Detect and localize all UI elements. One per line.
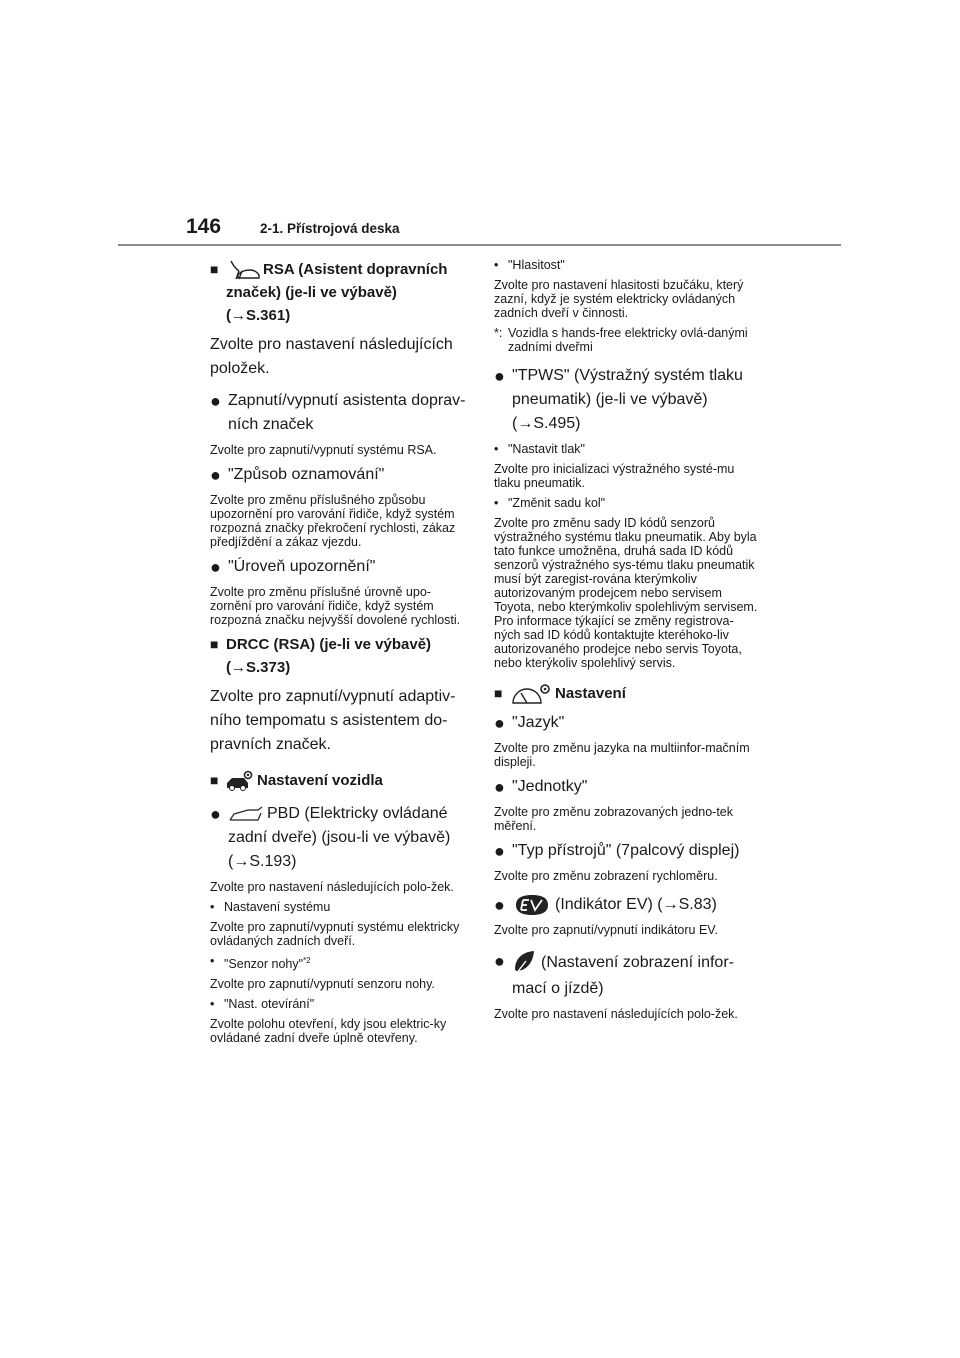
rsa-toggle-title: Zapnutí/vypnutí asistenta doprav-ních značek	[228, 392, 466, 434]
sub-bullet: •	[210, 954, 215, 969]
notification-method-item	[210, 463, 468, 487]
ev-indicator-icon	[512, 894, 552, 916]
bullet-dot: ●	[210, 391, 221, 412]
road-sign-assist-icon	[226, 259, 260, 281]
language-title: "Jazyk"	[512, 714, 565, 732]
footnote	[494, 326, 760, 354]
rsa-toggle-item	[210, 389, 468, 437]
volume-title: "Hlasitost"	[508, 258, 565, 272]
foot-sensor-subitem	[210, 954, 468, 971]
drcc-paragraph: Zvolte pro zapnutí/vypnutí adaptiv-ního tempomatu s asistentem do-pravních značek.	[210, 688, 456, 754]
square-bullet-icon: ■	[210, 636, 219, 653]
change-wheel-set-subitem	[494, 496, 760, 510]
notification-level-title: "Úroveň upozornění"	[228, 558, 376, 576]
set-pressure-desc: Zvolte pro inicializaci výstražného systé-mu tlaku pneumatik.	[494, 462, 735, 490]
notification-level-desc: Zvolte pro změnu příslušné úrovně upo-zornění pro varování řidiče, když systém rozpozná značku nejvyšší dovolené rychlosti.	[210, 585, 461, 628]
square-bullet-icon: ■	[210, 772, 219, 789]
rsa-toggle-desc: Zvolte pro zapnutí/vypnutí systému RSA.	[210, 443, 437, 458]
footnote-mark: *:	[494, 326, 503, 340]
ev-indicator-title: (Indikátor EV) (→S.83)	[555, 896, 717, 914]
settings-heading	[494, 682, 760, 705]
vehicle-settings-icon	[226, 770, 254, 792]
drive-info-desc: Zvolte pro nastavení následujících polo-žek.	[494, 1007, 738, 1022]
rsa-heading	[210, 258, 468, 327]
ev-indicator-desc: Zvolte pro zapnutí/vypnutí indikátoru EV.	[494, 923, 718, 938]
bullet-dot: ●	[210, 804, 221, 825]
pbd-title: PBD (Elektricky ovládané zadní dveře) (jsou-li ve výbavě) (→S.193)	[228, 805, 451, 871]
settings-title: Nastavení	[555, 685, 626, 702]
bullet-dot: ●	[494, 366, 505, 386]
tpws-title: "TPWS" (Výstražný systém tlaku pneumatik) (je-li ve výbavě) (→S.495)	[512, 367, 743, 432]
opening-setting-subitem	[210, 997, 468, 1011]
gauge-type-title: "Typ přístrojů" (7palcový displej)	[512, 842, 740, 860]
drive-info-title: (Nastavení zobrazení infor-mací o jízdě)	[512, 954, 734, 998]
bullet-dot: ●	[210, 465, 221, 486]
system-settings-subitem	[210, 900, 468, 914]
change-wheel-set-title: "Změnit sadu kol"	[508, 496, 606, 510]
ev-indicator-item	[494, 893, 760, 917]
opening-setting-desc: Zvolte polohu otevření, kdy jsou elektric-ky ovládané zadní dveře úplně otevřeny.	[210, 1017, 447, 1046]
sub-bullet: •	[210, 997, 215, 1012]
units-title: "Jednotky"	[512, 778, 588, 796]
sub-bullet: •	[494, 442, 499, 456]
rsa-paragraph: Zvolte pro nastavení následujících položek.	[210, 336, 453, 378]
bullet-dot: ●	[210, 557, 221, 578]
language-item	[494, 711, 760, 735]
volume-subitem	[494, 258, 760, 272]
foot-sensor-desc: Zvolte pro zapnutí/vypnutí senzoru nohy.	[210, 977, 435, 992]
page-number: 146	[186, 215, 222, 238]
language-desc: Zvolte pro změnu jazyka na multiinfor-mačním displeji.	[494, 741, 750, 770]
drcc-heading	[210, 633, 468, 679]
right-column	[494, 258, 760, 1027]
set-pressure-subitem	[494, 442, 760, 456]
power-back-door-icon	[228, 805, 264, 823]
bullet-dot: ●	[494, 777, 505, 798]
units-item	[494, 775, 760, 799]
set-pressure-title: "Nastavit tlak"	[508, 442, 585, 456]
notification-method-desc: Zvolte pro změnu příslušného způsobu upozornění pro varování řidiče, když systém rozpozná značky překročení rychlosti, zákaz předjíždění a zákaz vjezdu.	[210, 493, 456, 550]
bullet-dot: ●	[494, 713, 505, 734]
system-settings-title: Nastavení systému	[224, 900, 331, 915]
left-column	[210, 258, 468, 1051]
drcc-heading-line1: DRCC (RSA) (je-li ve výbavě)	[226, 636, 432, 654]
square-bullet-icon: ■	[494, 685, 503, 701]
bullet-dot: ●	[494, 841, 505, 862]
rsa-heading-line1: RSA (Asistent dopravních	[263, 261, 448, 278]
pbd-desc: Zvolte pro nastavení následujících polo-žek.	[210, 880, 454, 895]
bullet-dot: ●	[494, 895, 505, 916]
sub-bullet: •	[494, 496, 499, 510]
notification-method-title: "Způsob oznamování"	[228, 466, 385, 484]
tpws-item	[494, 364, 760, 436]
drive-info-item	[494, 949, 760, 1001]
change-wheel-set-desc: Zvolte pro změnu sady ID kódů senzorů výstražného systému tlaku pneumatik. Aby byla tato funkce umožněna, druhá sada ID kódů senzorů výstražného sys-tému tlaku pneumatik musí být zaregist-rována kterýmkoliv autorizovaným prodejcem nebo servisem Toyota, nebo kterýmkoliv spolehlivým servisem. Pro informace týkající se změny registrova-ných sad ID kódů kontaktujte kteréhoko-liv autorizovaného prodejce nebo servis Toyota, nebo kterýkoliv spolehlivý servis.	[494, 516, 758, 670]
units-desc: Zvolte pro změnu zobrazovaných jedno-tek měření.	[494, 805, 734, 834]
settings-gauge-icon	[510, 683, 552, 705]
gauge-type-item	[494, 839, 760, 863]
volume-desc: Zvolte pro nastavení hlasitosti bzučáku, který zazní, když je systém elektricky ovládaných zadních dveří v činnosti.	[494, 278, 744, 320]
pbd-item	[210, 802, 468, 874]
drcc-heading-ref: (→S.373)	[226, 659, 291, 677]
rsa-heading-ref: (→S.361)	[226, 307, 291, 325]
opening-setting-title: "Nast. otevírání"	[224, 997, 315, 1012]
foot-sensor-title: "Senzor nohy"	[224, 957, 304, 972]
header-rule	[118, 244, 841, 246]
footnote-text: Vozidla s hands-free elektricky ovlá-danými zadními dveřmi	[508, 326, 748, 354]
notification-level-item	[210, 555, 468, 579]
sub-bullet: •	[494, 258, 499, 272]
bullet-dot: ●	[494, 951, 505, 972]
vehicle-settings-heading	[210, 769, 468, 792]
rsa-heading-line2: značek) (je-li ve výbavě)	[226, 284, 397, 302]
gauge-type-desc: Zvolte pro změnu zobrazení rychloměru.	[494, 869, 718, 884]
vehicle-settings-title: Nastavení vozidla	[257, 772, 383, 790]
square-bullet-icon: ■	[210, 261, 219, 277]
leaf-icon	[512, 949, 538, 977]
section-title: 2-1. Přístrojová deska	[260, 221, 400, 236]
system-settings-desc: Zvolte pro zapnutí/vypnutí systému elektricky ovládaných zadních dveří.	[210, 920, 460, 949]
footnote-marker: *2	[303, 956, 311, 966]
sub-bullet: •	[210, 900, 215, 915]
